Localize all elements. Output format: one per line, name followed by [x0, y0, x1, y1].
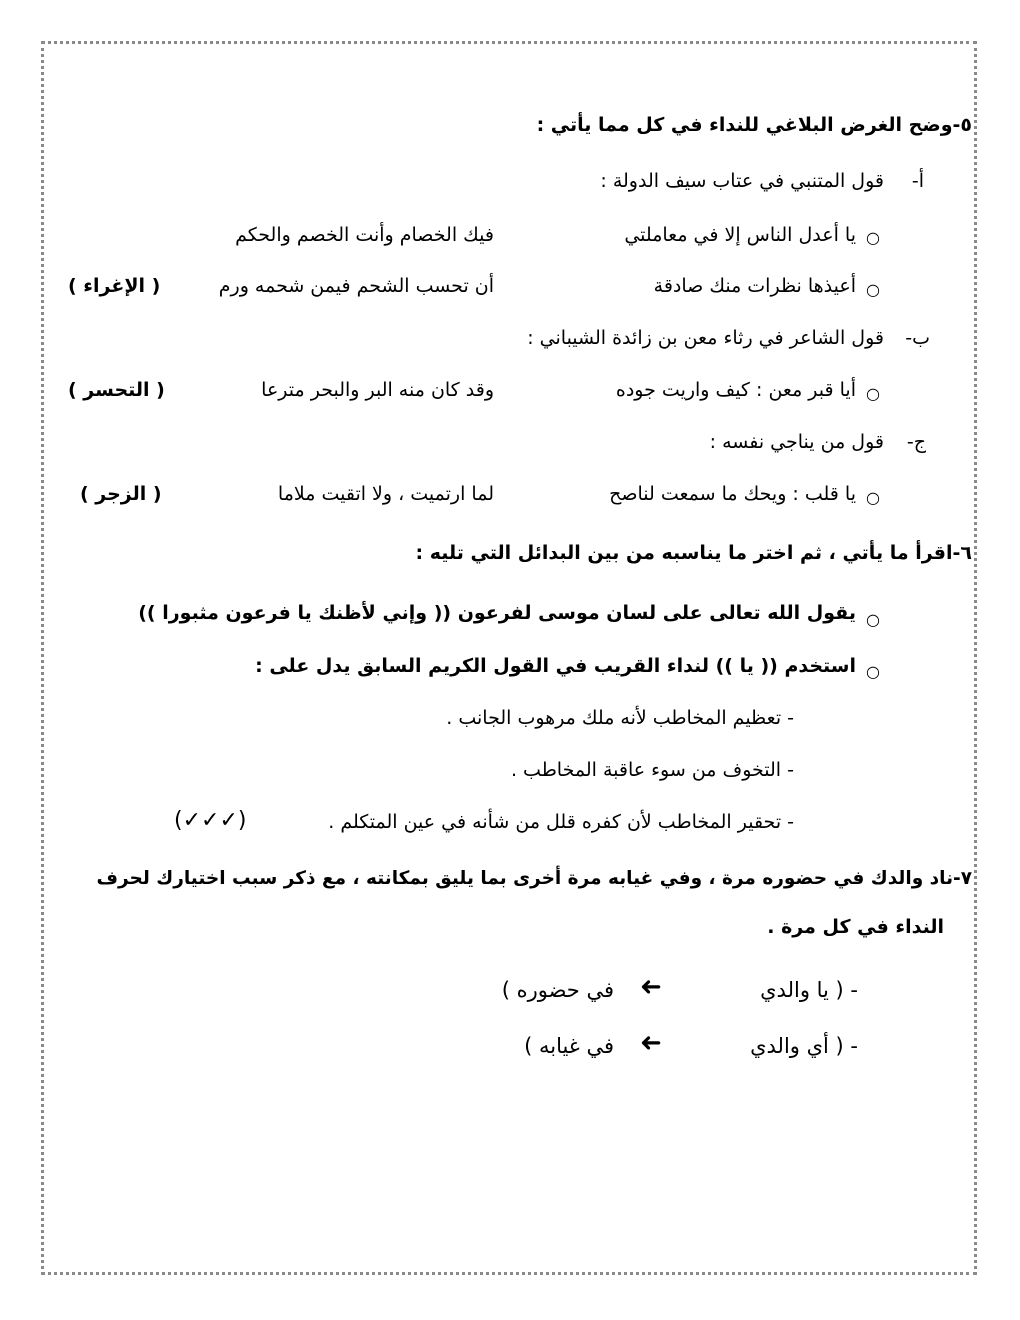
q7-answer1-reason: في حضوره )	[501, 978, 614, 1002]
q5-a-answer: ( الإغراء )	[68, 275, 161, 297]
q5-b-intro: قول الشاعر في رثاء معن بن زائدة الشيباني :	[527, 327, 884, 349]
q5-heading: ٥-وضح الغرض البلاغي للنداء في كل مما يأتي :	[536, 114, 972, 136]
q5-a-verse1-right: يا أعدل الناس إلا في معاملتي	[624, 224, 856, 246]
q6-item1: يقول الله تعالى على لسان موسى لفرعون (( وإني لأظنك يا فرعون مثبورا ))	[138, 602, 856, 624]
q7-heading-line1: ٧-ناد والدك في حضوره مرة ، وفي غيابه مرة أخرى بما يليق بمكانته ، مع ذكر سبب اختيارك لحرف	[96, 868, 972, 889]
left-arrow-icon: ➜	[640, 972, 662, 1002]
q5-c-verse1-left: لما ارتميت ، ولا اتقيت ملاما	[277, 483, 494, 505]
bullet-icon: ○	[866, 280, 880, 299]
q7-answer2-call: - ( أي والدي	[750, 1034, 858, 1058]
q5-b-verse1-right: أيا قبر معن : كيف واريت جوده	[615, 379, 856, 401]
q6-check-marks: (✓✓✓)	[174, 808, 247, 833]
q5-a-label: أ-	[911, 170, 924, 192]
q5-c-intro: قول من يناجي نفسه :	[709, 431, 884, 453]
q5-b-verse1-left: وقد كان منه البر والبحر مترعا	[261, 379, 494, 401]
q7-answer2-reason: في غيابه )	[524, 1034, 614, 1058]
q5-a-verse2-left: أن تحسب الشحم فيمن شحمه ورم	[218, 275, 494, 297]
q6-heading: ٦-اقرأ ما يأتي ، ثم اختر ما يناسبه من بين البدائل التي تليه :	[415, 542, 972, 564]
bullet-icon: ○	[866, 662, 880, 681]
q7-answer1-call: - ( يا والدي	[760, 978, 858, 1002]
q5-a-verse2-right: أعيذها نظرات منك صادقة	[653, 275, 856, 297]
bullet-icon: ○	[866, 488, 880, 507]
q5-c-verse1-right: يا قلب : ويحك ما سمعت لناصح	[609, 483, 856, 505]
q6-item2: استخدم (( يا )) لنداء القريب في القول الكريم السابق يدل على :	[255, 655, 856, 677]
q5-b-label: ب-	[905, 327, 930, 349]
left-arrow-icon: ➜	[640, 1028, 662, 1058]
q5-a-verse1-left: فيك الخصام وأنت الخصم والحكم	[235, 224, 494, 246]
q6-option3: - تحقير المخاطب لأن كفره قلل من شأنه في عين المتكلم .	[328, 811, 794, 833]
q5-b-answer: ( التحسر )	[68, 379, 165, 401]
q6-option1: - تعظيم المخاطب لأنه ملك مرهوب الجانب .	[446, 707, 794, 729]
q5-a-intro: قول المتنبي في عتاب سيف الدولة :	[600, 170, 884, 192]
q5-c-label: ج-	[906, 431, 926, 453]
bullet-icon: ○	[866, 228, 880, 247]
bullet-icon: ○	[866, 610, 880, 629]
q6-option2: - التخوف من سوء عاقبة المخاطب .	[510, 759, 794, 781]
bullet-icon: ○	[866, 384, 880, 403]
q5-c-answer: ( الزجر )	[80, 483, 162, 505]
q7-heading-line2: النداء في كل مرة .	[767, 916, 944, 938]
